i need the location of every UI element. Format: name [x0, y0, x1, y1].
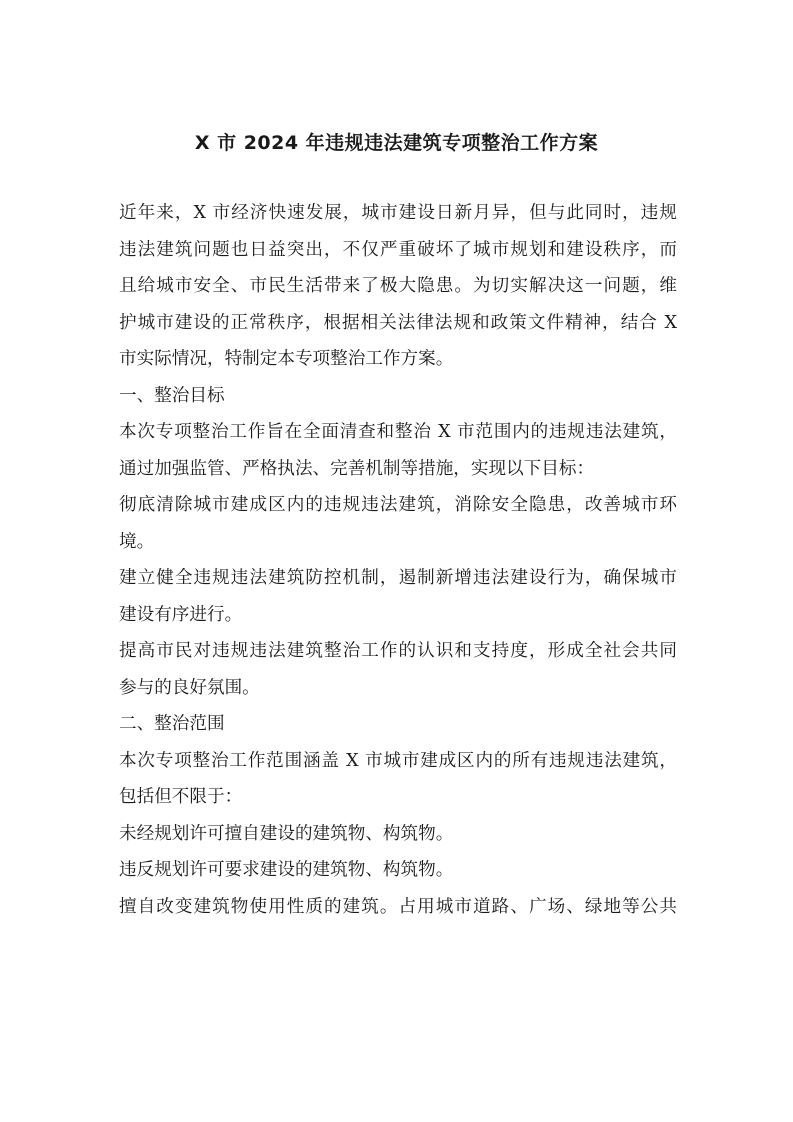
paragraph-line: 市实际情况，特制定本专项整治工作方案。 — [119, 349, 454, 369]
section-heading: 一、整治目标 — [119, 385, 225, 406]
paragraph-line: 违法建筑问题也日益突出，不仅严重破坏了城市规划和建设秩序，而 — [119, 239, 677, 260]
paragraph-line: 近年来，X 市经济快速发展，城市建设日新月异，但与此同时，违规 — [119, 203, 677, 223]
paragraph-line: 参与的良好氛围。 — [119, 677, 260, 698]
list-item: 未经规划许可擅自建设的建筑物、构筑物。 — [119, 823, 454, 844]
paragraph-line: 护城市建设的正常秩序，根据相关法律法规和政策文件精神，结合 X — [119, 312, 677, 333]
paragraph-line: 建设有序进行。 — [119, 604, 243, 625]
document-title: X 市 2024 年违规违法建筑专项整治工作方案 — [194, 132, 599, 154]
paragraph-line: 且给城市安全、市民生活带来了极大隐患。为切实解决这一问题，维 — [119, 276, 677, 296]
list-item: 擅自改变建筑物使用性质的建筑。占用城市道路、广场、绿地等公共 — [119, 896, 677, 917]
paragraph-line: 彻底清除城市建成区内的违规违法建筑，消除安全隐患，改善城市环 — [119, 495, 677, 515]
section-heading: 二、整治范围 — [119, 714, 225, 734]
document-body — [119, 195, 677, 925]
paragraph-line: 境。 — [119, 531, 155, 552]
paragraph-line: 本次专项整治工作旨在全面清查和整治 X 市范围内的违规违法建筑， — [119, 422, 677, 442]
paragraph-line: 包括但不限于： — [119, 787, 243, 807]
paragraph-line: 本次专项整治工作范围涵盖 X 市城市建成区内的所有违规违法建筑， — [119, 750, 677, 771]
paragraph-line: 提高市民对违规违法建筑整治工作的认识和支持度，形成全社会共同 — [119, 641, 677, 661]
list-item: 违反规划许可要求建设的建筑物、构筑物。 — [119, 860, 454, 880]
paragraph-line: 建立健全违规违法建筑防控机制，遏制新增违法建设行为，确保城市 — [119, 568, 677, 588]
paragraph-line: 通过加强监管、严格执法、完善机制等措施，实现以下目标： — [119, 458, 595, 479]
